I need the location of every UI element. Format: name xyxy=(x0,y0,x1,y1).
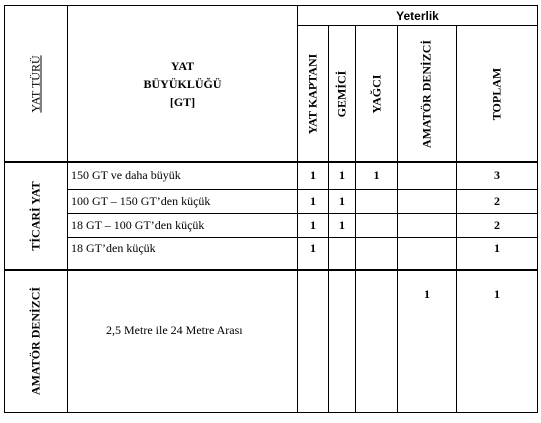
size-header-line2: BÜYÜKLÜĞÜ xyxy=(143,76,222,91)
cell-toplam: 1 xyxy=(457,270,538,412)
col-yagci: YAĞCI xyxy=(356,26,398,162)
cell-yagci: 1 xyxy=(356,162,398,189)
cell-yat-kaptani xyxy=(298,270,329,412)
col-yat-kaptani: YAT KAPTANI xyxy=(298,26,329,162)
yat-buyuklugu-header xyxy=(68,6,298,163)
size-header-line3: [GT] xyxy=(169,94,196,109)
group-ticari-yat: TİCARİ YAT xyxy=(5,162,68,270)
cell-gemici: 1 xyxy=(329,162,356,189)
cell-amator-denizci xyxy=(398,213,457,237)
cell-toplam: 1 xyxy=(457,237,538,270)
cell-gemici xyxy=(329,270,356,412)
col-amator-denizci: AMATÖR DENİZCİ xyxy=(398,26,457,162)
group-amator-denizci: AMATÖR DENİZCİ xyxy=(5,270,68,412)
cell-yagci xyxy=(356,270,398,412)
yat-turu-header: YAT TÜRÜ xyxy=(5,6,68,163)
cell-gemici: 1 xyxy=(329,189,356,213)
cell-yat-kaptani: 1 xyxy=(298,213,329,237)
yeterlik-header: Yeterlik xyxy=(298,6,538,26)
cell-yat-kaptani: 1 xyxy=(298,237,329,270)
row-size: 18 GT’den küçük xyxy=(68,237,298,270)
cell-gemici xyxy=(329,237,356,270)
col-gemici: GEMİCİ xyxy=(329,26,356,162)
cell-amator-denizci xyxy=(398,189,457,213)
cell-amator-denizci xyxy=(398,237,457,270)
cell-toplam: 2 xyxy=(457,189,538,213)
cell-toplam: 2 xyxy=(457,213,538,237)
cell-yagci xyxy=(356,237,398,270)
row-size: 2,5 Metre ile 24 Metre Arası xyxy=(68,270,298,412)
row-size: 18 GT – 100 GT’den küçük xyxy=(68,213,298,237)
col-toplam: TOPLAM xyxy=(457,26,538,162)
row-size: 100 GT – 150 GT’den küçük xyxy=(68,189,298,213)
cell-toplam: 3 xyxy=(457,162,538,189)
cell-yagci xyxy=(356,213,398,237)
cell-amator-denizci xyxy=(398,162,457,189)
cell-amator-denizci: 1 xyxy=(398,270,457,412)
yeterlik-table xyxy=(4,5,538,413)
cell-yat-kaptani: 1 xyxy=(298,162,329,189)
row-size: 150 GT ve daha büyük xyxy=(68,162,298,189)
cell-gemici: 1 xyxy=(329,213,356,237)
cell-yat-kaptani: 1 xyxy=(298,189,329,213)
cell-yagci xyxy=(356,189,398,213)
size-header-line1: YAT xyxy=(170,58,195,73)
